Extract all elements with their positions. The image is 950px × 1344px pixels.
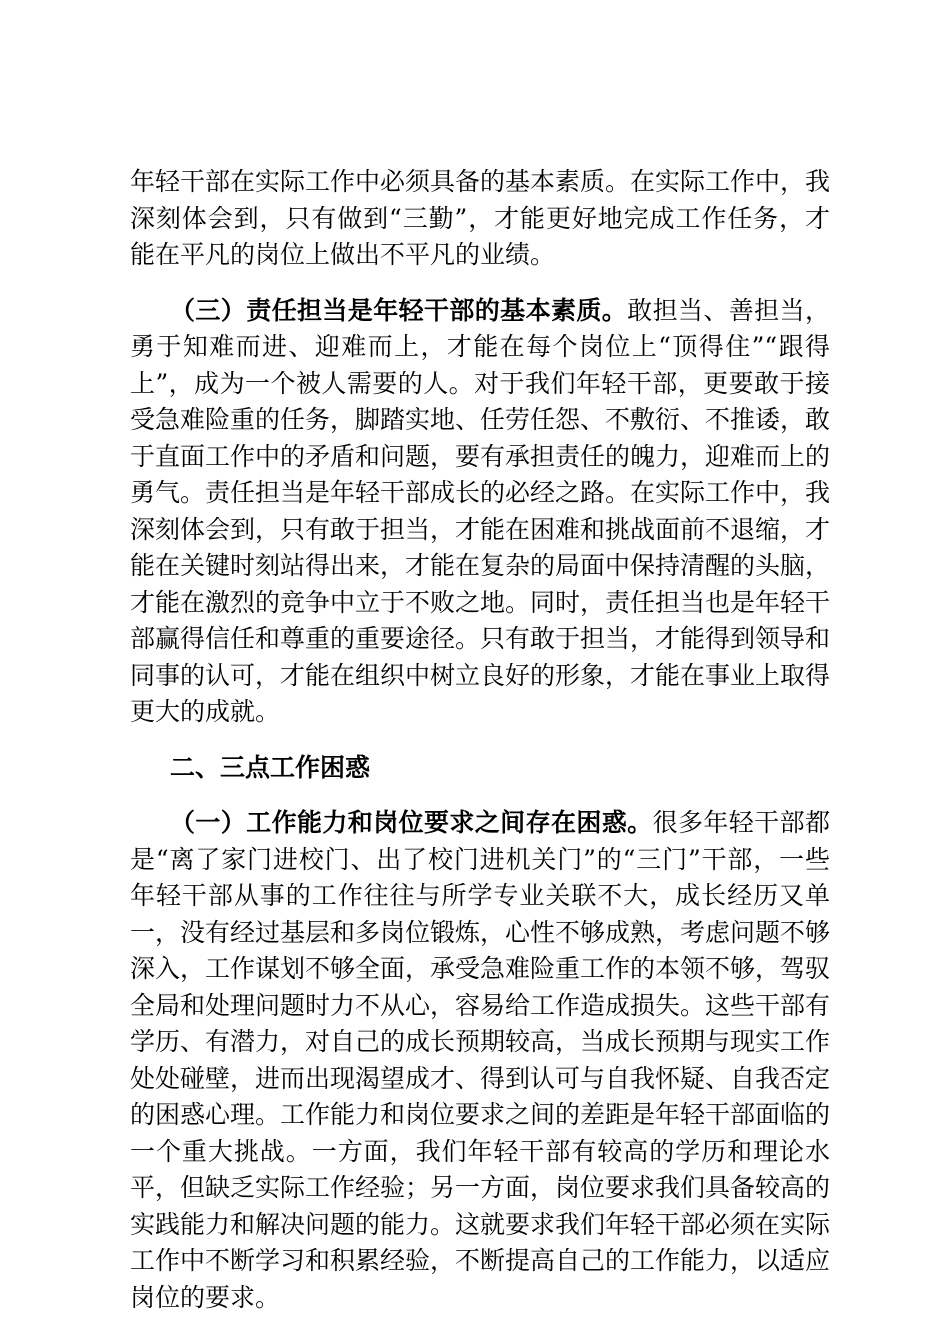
section-2-1-body: 很多年轻干部都是“离了家门进校门、出了校门进机关门”的“三门”干部，一些年轻干部从事的工作往往与所学专业关联不大，成长经历又单一，没有经过基层和多岗位锻炼，心性不够成熟，考虑问题不够深入，工作谋划不够全面，承受急难险重工作的本领不够，驾驭全局和处理问题时力不从心，容易给工作造成损失。这些干部有学历、有潜力，对自己的成长预期较高，当成长预期与现实工作处处碰壁，进而出现渴望成才、得到认可与自我怀疑、自我否定的困惑心理。工作能力和岗位要求之间的差距是年轻干部面临的一个重大挑战。一方面，我们年轻干部有较高的学历和理论水平，但缺乏实际工作经验；另一方面，岗位要求我们具备较高的实践能力和解决问题的能力。这就要求我们年轻干部必须在实际工作中不断学习和积累经验，不断提高自己的工作能力，以适应岗位的要求。 — [130, 808, 831, 1312]
paragraph-section-3 — [130, 293, 830, 731]
document-page — [130, 164, 830, 1335]
paragraph-continuation: 年轻干部在实际工作中必须具备的基本素质。在实际工作中，我深刻体会到，只有做到“三勤”，才能更好地完成工作任务，才能在平凡的岗位上做出不平凡的业绩。 — [130, 167, 831, 269]
section-3-lead: （三）责任担当是年轻干部的基本素质。 — [170, 295, 628, 325]
section-2-1-lead: （一）工作能力和岗位要求之间存在困惑。 — [170, 808, 653, 837]
section-heading-2: 二、三点工作困惑 — [170, 752, 371, 782]
paragraph-section-2-1 — [130, 805, 830, 1316]
section-3-body: 敢担当、善担当，勇于知难而进、迎难而上，才能在每个岗位上“顶得住”“跟得上”，成为一个被人需要的人。对于我们年轻干部，更要敢于接受急难险重的任务，脚踏实地、任劳任怨、不敷衍、不推诿，敢于直面工作中的矛盾和问题，要有承担责任的魄力，迎难而上的勇气。责任担当是年轻干部成长的必经之路。在实际工作中，我深刻体会到，只有敢于担当，才能在困难和挑战面前不退缩，才能在关键时刻站得出来，才能在复杂的局面中保持清醒的头脑，才能在激烈的竞争中立于不败之地。同时，责任担当也是年轻干部赢得信任和尊重的重要途径。只有敢于担当，才能得到领导和同事的认可，才能在组织中树立良好的形象，才能在事业上取得更大的成就。 — [130, 295, 831, 726]
